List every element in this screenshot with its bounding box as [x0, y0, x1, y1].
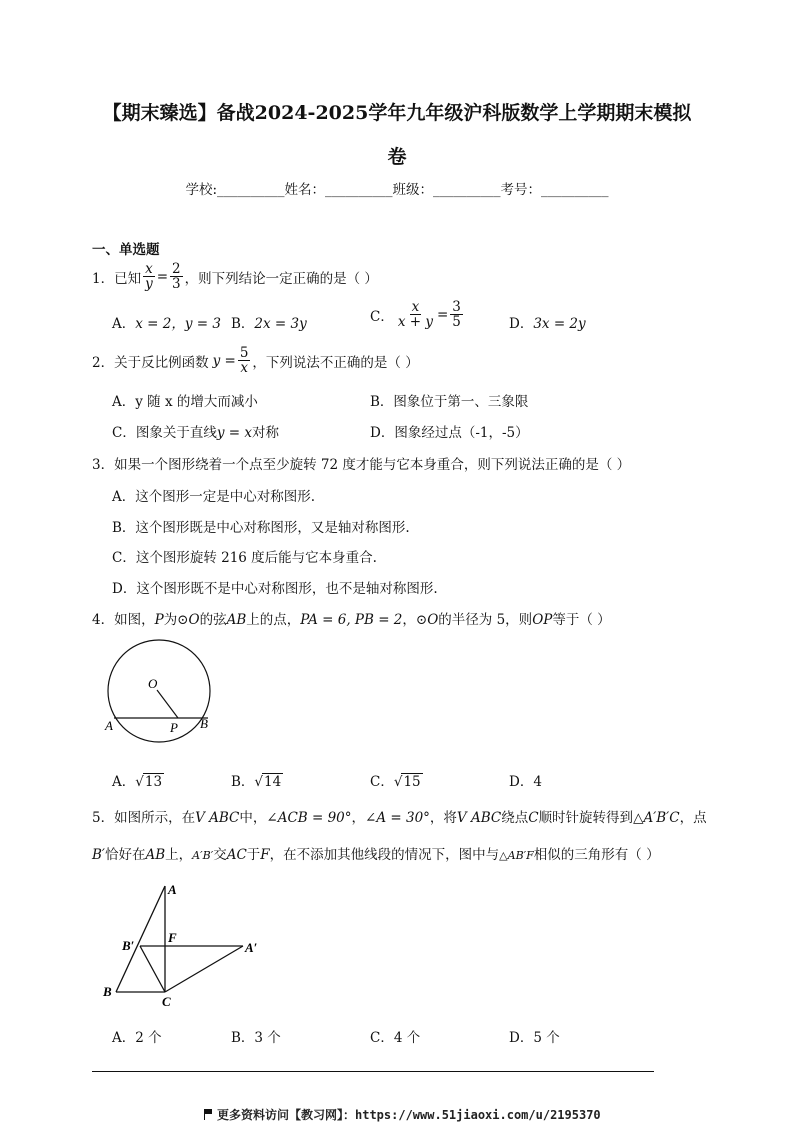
q2-prefix: 2．关于反比例函数 — [92, 354, 209, 371]
q1-val-den: 3 — [172, 276, 181, 293]
q4-O2: O — [427, 612, 439, 628]
q4-stem-f: 的半径为 5，则 — [438, 612, 533, 628]
q2-frac-den: x — [240, 360, 248, 377]
q1-option-c-vden: 5 — [452, 314, 461, 331]
q4-option-c-label: C． — [370, 774, 394, 790]
q4-label-b: B — [200, 716, 208, 731]
q5-line1-b: 中， — [239, 810, 267, 826]
q4-stem-d: 上的点， — [246, 612, 301, 628]
q3-option-b[interactable]: B．这个图形既是中心对称图形，又是轴对称图形. — [112, 520, 410, 536]
q5-line1-e: 绕点 — [501, 810, 529, 826]
q4-condition: PA = 6, PB = 2 — [300, 612, 403, 628]
q5-label-f: F — [168, 930, 177, 945]
q4-option-a[interactable] — [112, 770, 164, 790]
q2-option-c-pre: C．图象关于直线 — [112, 425, 217, 441]
q2-func: y = — [212, 352, 236, 369]
q5-triangle-figure — [96, 878, 276, 1008]
q4-option-b-label: B． — [231, 774, 255, 790]
q4-option-a-sqrt: √13 — [135, 774, 163, 790]
q4-stem-c: 的弦 — [199, 612, 227, 628]
q1-option-d-label: D． — [509, 316, 534, 332]
q5-line1-c: ， — [351, 810, 366, 826]
q1-option-a-math: x = 2，y = 3 — [135, 316, 221, 332]
q1-option-c-den: x + y — [397, 314, 433, 331]
question-5-line1 — [92, 806, 707, 826]
q5-label-a1: A′ — [245, 940, 258, 955]
q1-option-c-label: C． — [370, 308, 394, 325]
q4-AB: AB — [226, 612, 247, 628]
q4-stem-b: 为⊙ — [163, 612, 189, 628]
q4-stem-a: 4．如图， — [92, 612, 155, 628]
q2-frac-num: 5 — [239, 345, 249, 361]
q1-val-num: 2 — [172, 261, 181, 277]
q5-line1-f: 顺时针旋转得到 — [538, 810, 634, 826]
q1-option-c-num: x — [411, 299, 420, 315]
question-2-stem — [92, 346, 419, 375]
q5-AB: AB — [145, 847, 166, 863]
q4-option-a-label: A． — [112, 774, 136, 790]
q1-option-d[interactable] — [509, 312, 586, 332]
question-4-stem — [92, 608, 611, 628]
q4-O: O — [188, 612, 200, 628]
footer-divider — [92, 1071, 654, 1072]
q1-option-d-math: 3x = 2y — [533, 316, 586, 332]
q4-segment-op — [157, 690, 178, 718]
q5-label-a: A — [168, 882, 177, 897]
q5-line2-g: 相似的三角形有（ ） — [533, 847, 660, 863]
q5-line2-c: 上， — [165, 847, 193, 863]
q5-option-c[interactable]: C．4 个 — [370, 1030, 421, 1046]
q1-option-b[interactable] — [231, 312, 307, 332]
question-1-stem — [92, 262, 378, 291]
q1-fraction-value — [170, 262, 183, 291]
footer-text: 更多资料访问【教习网】：https://www.51jiaoxi.com/u/2195370 — [217, 1108, 601, 1122]
q5-line2-d: 交 — [213, 847, 227, 863]
q4-option-c-radicand: 15 — [403, 774, 421, 790]
q2-option-b[interactable]: B．图象位于第一、三象限 — [370, 394, 529, 410]
q2-option-c-post: 对称 — [251, 425, 279, 441]
question-5-line2 — [92, 843, 660, 863]
q4-option-b[interactable] — [231, 770, 283, 790]
footer-link[interactable] — [204, 1106, 601, 1123]
q4-option-d[interactable]: D．4 — [509, 774, 542, 790]
q4-stem-g: 等于（ ） — [552, 612, 611, 628]
q2-suffix: ，下列说法不正确的是（ ） — [252, 354, 419, 371]
q4-circle-figure — [100, 636, 220, 748]
q4-OP: OP — [532, 612, 553, 628]
q5-option-d[interactable]: D．5 个 — [509, 1030, 560, 1046]
q5-F: F — [260, 847, 270, 863]
q2-option-d[interactable]: D．图象经过点（-1，-5） — [370, 425, 529, 441]
q1-frac-num: x — [145, 261, 153, 277]
student-info-line: 学校:__________姓名：__________班级：__________考号：__________ — [185, 182, 609, 198]
q5-tri4: △AB′F — [499, 849, 534, 862]
q1-fraction-xy — [143, 262, 155, 291]
q4-option-a-radicand: 13 — [144, 774, 163, 790]
page-title-line1: 【期末臻选】备战2024-2025学年九年级沪科版数学上学期期末模拟 — [102, 102, 692, 124]
q1-option-a[interactable] — [112, 312, 221, 332]
q4-P: P — [154, 612, 164, 628]
q5-C: C — [528, 810, 539, 826]
q4-option-b-radicand: 14 — [264, 774, 282, 790]
q5-line1-d: ，将 — [429, 810, 457, 826]
q4-option-c[interactable] — [370, 770, 423, 790]
q1-option-c[interactable] — [370, 300, 465, 329]
q5-line1-a: 5．如图所示，在 — [92, 810, 196, 826]
q5-angle1: ∠ACB = 90° — [266, 810, 352, 826]
q1-option-b-math: 2x = 3y — [254, 316, 307, 332]
q5-tri2: V ABC — [456, 810, 502, 826]
q5-tri3: △A′B′C — [633, 810, 680, 826]
q2-option-a[interactable]: A．y 随 x 的增大而减小 — [112, 394, 258, 410]
q1-option-c-fraction — [396, 300, 435, 329]
q3-option-a[interactable]: A．这个图形一定是中心对称图形. — [112, 489, 316, 505]
q5-label-c: C — [162, 994, 171, 1008]
q1-suffix: ，则下列结论一定正确的是（ ） — [184, 270, 378, 287]
q5-A1B1: A′B′ — [192, 849, 214, 862]
q5-option-a[interactable]: A．2 个 — [112, 1030, 162, 1046]
q4-label-a: A — [105, 718, 113, 733]
q5-AC: AC — [226, 847, 247, 863]
q1-eq: = — [156, 268, 169, 285]
q4-circle — [108, 640, 210, 742]
q5-tri1: V ABC — [195, 810, 240, 826]
q1-option-c-value — [450, 300, 463, 329]
q1-frac-den: y — [145, 276, 153, 293]
q5-line2-b: 恰好在 — [105, 847, 146, 863]
q1-option-c-eq: = — [436, 306, 449, 323]
question-3-stem: 3．如果一个图形绕着一个点至少旋转 72 度才能与它本身重合，则下列说法正确的是（ ） — [92, 457, 631, 473]
page-title-line2: 卷 — [387, 146, 407, 168]
q5-segment-a1c — [165, 946, 243, 992]
q2-option-c-math: y = x — [216, 425, 252, 441]
section-heading-single-choice: 一、单选题 — [92, 242, 160, 258]
q2-option-c[interactable] — [112, 421, 279, 441]
q5-angle2: ∠A = 30° — [365, 810, 430, 826]
q4-option-c-sqrt: √15 — [393, 774, 421, 790]
q5-label-b1: B′ — [122, 938, 135, 953]
q5-line1-g: ，点 — [679, 810, 707, 826]
q4-label-o: O — [148, 676, 158, 691]
q5-segment-b1c — [140, 946, 165, 992]
q2-fraction — [238, 346, 251, 375]
q5-line2-e: 于 — [246, 847, 261, 863]
q1-option-c-vnum: 3 — [452, 299, 461, 315]
q4-label-p: P — [170, 720, 178, 735]
q4-stem-e: ，⊙ — [402, 612, 428, 628]
q1-option-a-label: A． — [112, 316, 136, 332]
q3-option-c[interactable]: C．这个图形旋转 216 度后能与它本身重合. — [112, 550, 377, 566]
q3-option-d[interactable]: D．这个图形既不是中心对称图形，也不是轴对称图形. — [112, 581, 438, 597]
q5-B1: B′ — [92, 847, 105, 863]
q5-label-b: B — [103, 984, 112, 999]
q4-option-b-sqrt: √14 — [254, 774, 282, 790]
q1-option-b-label: B． — [231, 316, 255, 332]
q5-line2-f: ，在不添加其他线段的情况下，图中与 — [269, 847, 500, 863]
q5-option-b[interactable]: B．3 个 — [231, 1030, 281, 1046]
flag-icon — [204, 1109, 213, 1120]
q1-prefix: 1．已知 — [92, 270, 142, 287]
